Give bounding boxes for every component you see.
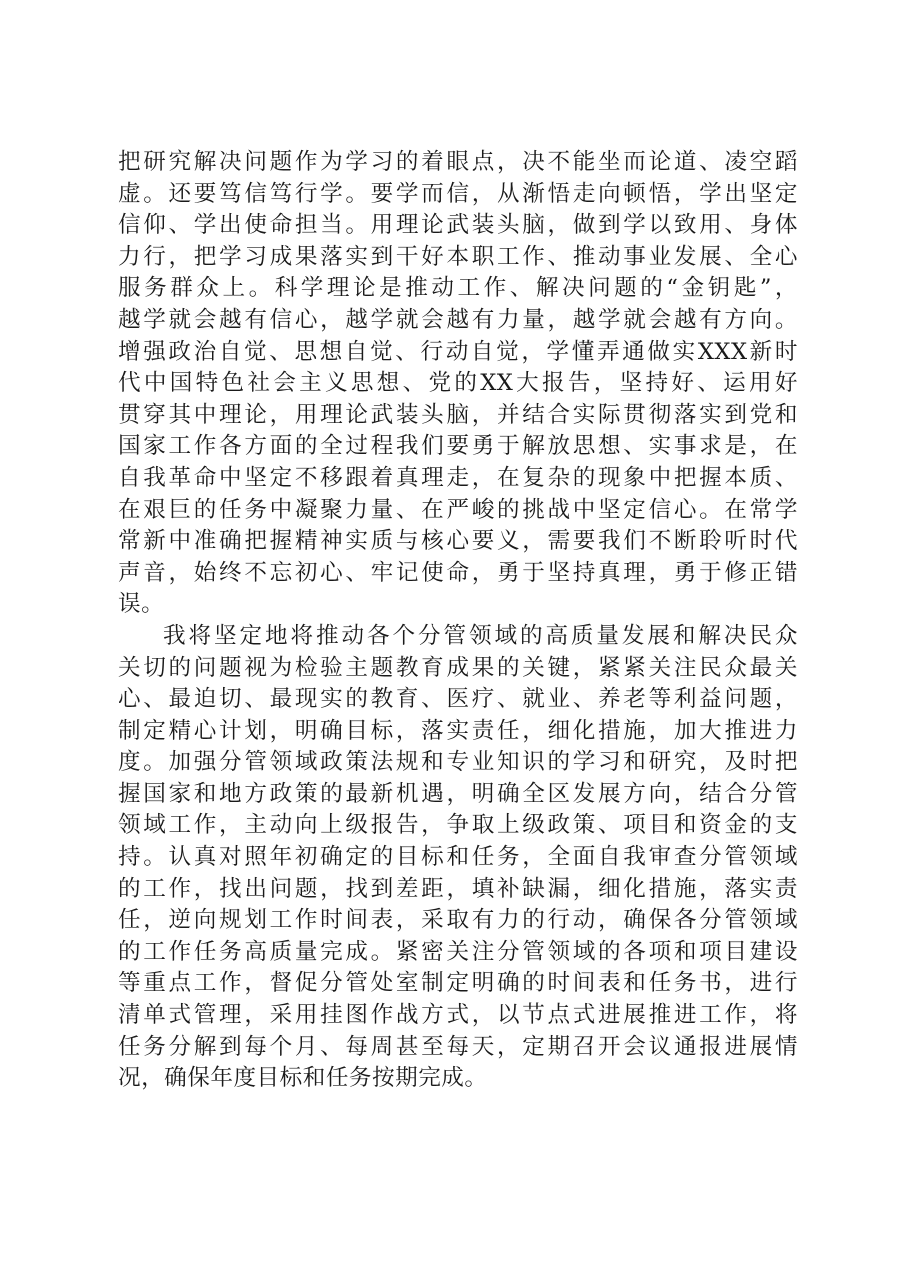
text-line: 的工作，找出问题，找到差距，填补缺漏，细化措施，落实责 — [118, 875, 798, 902]
text-line: 我将坚定地将推动各个分管领域的高质量发展和解决民众 — [163, 622, 798, 649]
text-line: 声音，始终不忘初心、牢记使命，勇于坚持真理，勇于修正错 — [118, 559, 798, 586]
text-line: 持。认真对照年初确定的目标和任务，全面自我审查分管领域 — [118, 844, 798, 871]
text-line: 越学就会越有信心，越学就会越有力量，越学就会越有方向。 — [118, 306, 798, 333]
text-line: 信仰、学出使命担当。用理论武装头脑，做到学以致用、身体 — [118, 212, 798, 239]
text-line: 清单式管理，采用挂图作战方式，以节点式进展推进工作，将 — [118, 1002, 798, 1029]
document-body — [118, 147, 798, 1095]
text-line: 心、最迫切、最现实的教育、医疗、就业、养老等利益问题， — [118, 686, 798, 713]
text-line: 贯穿其中理论，用理论武装头脑，并结合实际贯彻落实到党和 — [118, 401, 798, 428]
text-line: 误。 — [118, 591, 165, 618]
text-line: 增强政治自觉、思想自觉、行动自觉，学懂弄通做实XXX新时 — [118, 338, 798, 365]
text-line: 把研究解决问题作为学习的着眼点，决不能坐而论道、凌空蹈 — [118, 149, 798, 175]
text-line: 任，逆向规划工作时间表，采取有力的行动，确保各分管领域 — [118, 907, 798, 934]
text-line: 代中国特色社会主义思想、党的XX大报告，坚持好、运用好 — [118, 370, 798, 397]
text-line: 自我革命中坚定不移跟着真理走，在复杂的现象中把握本质、 — [118, 464, 798, 491]
text-line: 关切的问题视为检验主题教育成果的关键，紧紧关注民众最关 — [118, 654, 798, 681]
paragraph-2 — [118, 621, 798, 1095]
text-line: 况，确保年度目标和任务按期完成。 — [118, 1065, 488, 1092]
text-line: 虚。还要笃信笃行学。要学而信，从渐悟走向顿悟，学出坚定 — [118, 180, 798, 207]
text-line: 服务群众上。科学理论是推动工作、解决问题的“金钥匙”， — [118, 275, 798, 302]
paragraph-1 — [118, 147, 798, 621]
text-line: 领域工作，主动向上级报告，争取上级政策、项目和资金的支 — [118, 812, 798, 839]
text-line: 在艰巨的任务中凝聚力量、在严峻的挑战中坚定信心。在常学 — [118, 496, 798, 523]
text-line: 的工作任务高质量完成。紧密关注分管领域的各项和项目建设 — [118, 938, 798, 965]
text-line: 制定精心计划，明确目标，落实责任，细化措施，加大推进力 — [118, 717, 798, 744]
text-line: 度。加强分管领域政策法规和专业知识的学习和研究，及时把 — [118, 749, 798, 776]
text-line: 常新中准确把握精神实质与核心要义，需要我们不断聆听时代 — [118, 528, 798, 555]
text-line: 力行，把学习成果落实到干好本职工作、推动事业发展、全心 — [118, 243, 798, 270]
text-line: 任务分解到每个月、每周甚至每天，定期召开会议通报进展情 — [118, 1033, 798, 1060]
text-line: 等重点工作，督促分管处室制定明确的时间表和任务书，进行 — [118, 970, 798, 997]
text-line: 握国家和地方政策的最新机遇，明确全区发展方向，结合分管 — [118, 780, 798, 807]
text-line: 国家工作各方面的全过程我们要勇于解放思想、实事求是，在 — [118, 433, 798, 460]
